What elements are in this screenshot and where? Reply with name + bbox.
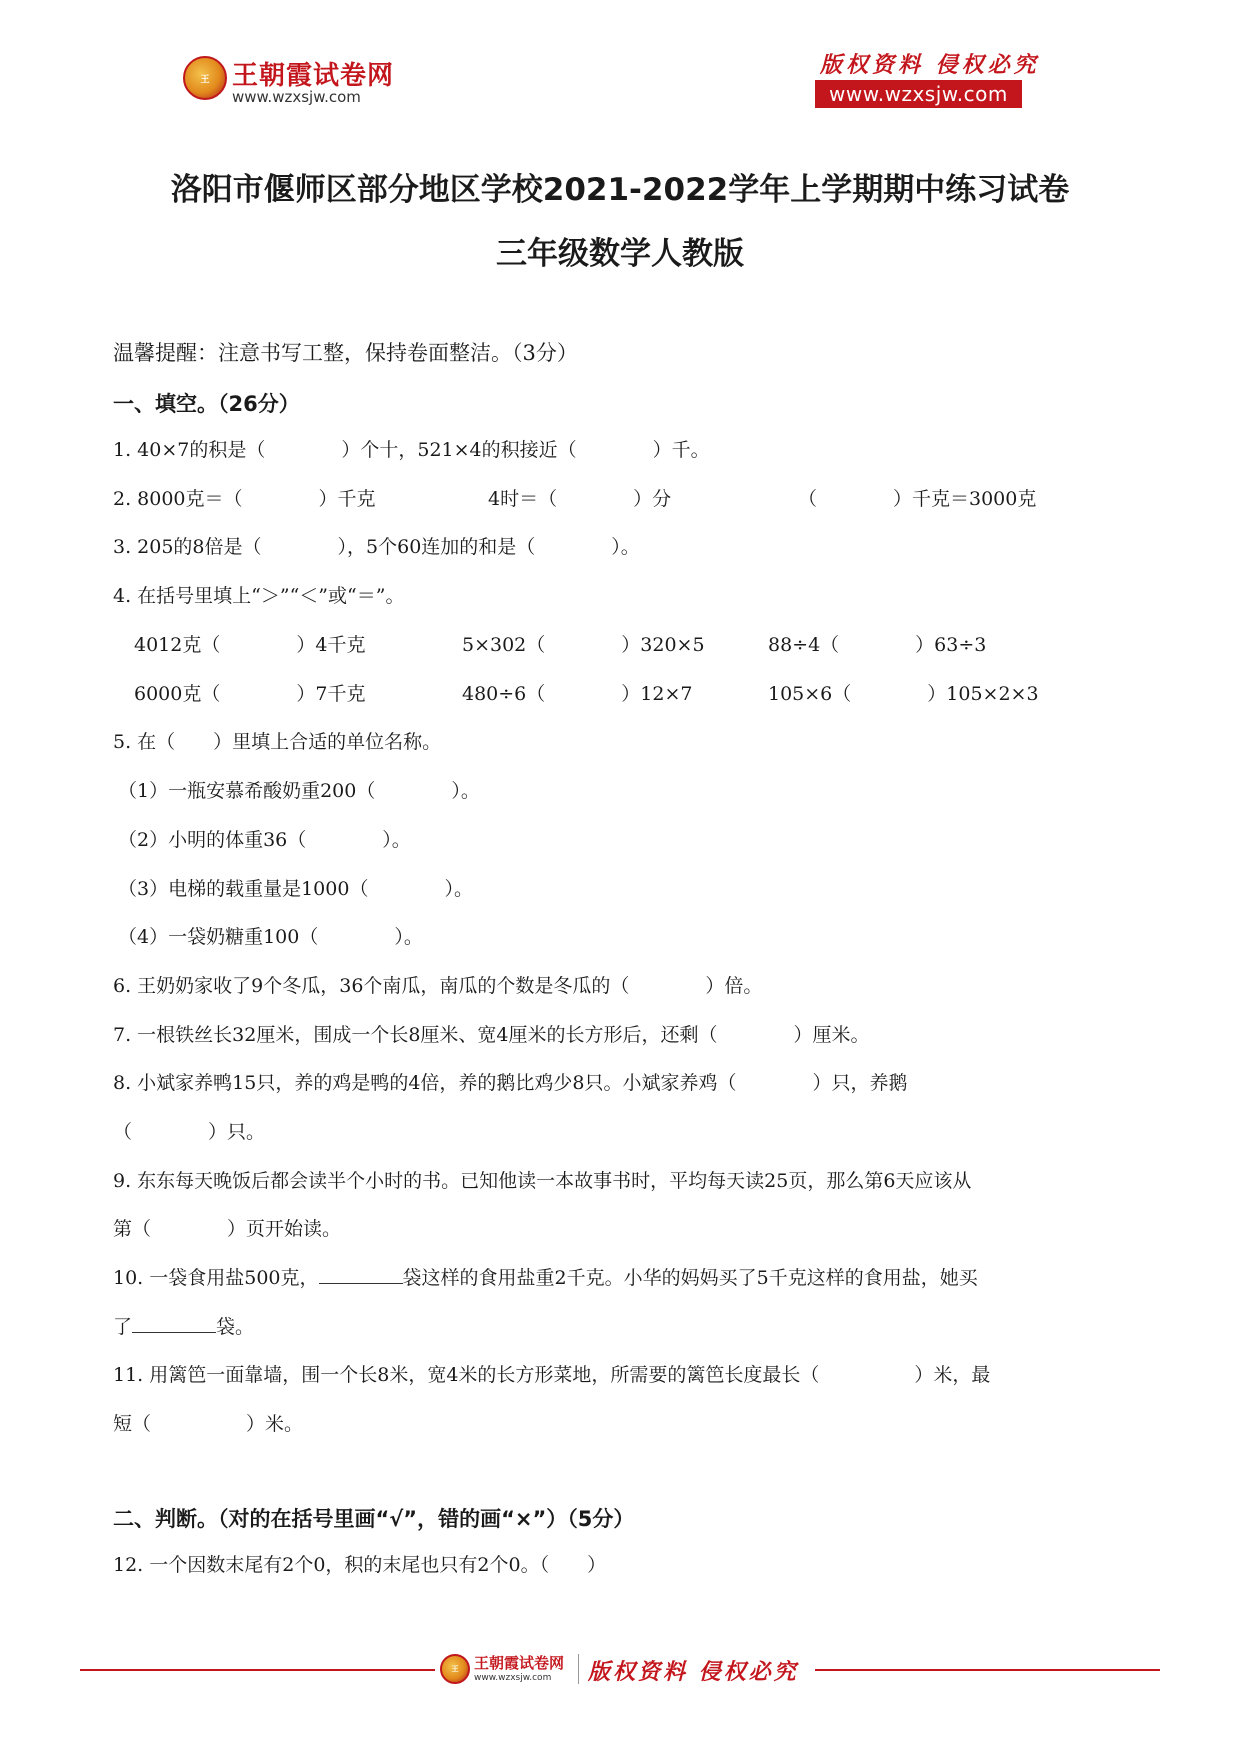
compare-item: 105×6（ ）105×2×3 — [768, 683, 1039, 705]
page-subtitle: 三年级数学人教版 — [496, 236, 744, 272]
compare-item: 88÷4（ ）63÷3 — [768, 634, 987, 656]
copyright-url: www.wzxsjw.com — [815, 80, 1022, 108]
question-2c: （ ）千克＝3000克 — [798, 488, 1037, 510]
question-9: 9. 东东每天晚饭后都会读半个小时的书。已知他读一本故事书时，平均每天读25页，那么第6天应该从 — [113, 1170, 972, 1192]
question-8: 8. 小斌家养鸭15只，养的鸡是鸭的4倍，养的鹅比鸡少8只。小斌家养鸡（ ）只，养鹅 — [113, 1072, 908, 1094]
question-11: 11. 用篱笆一面靠墙，围一个长8米，宽4米的长方形菜地，所需要的篱笆长度最长（ ）米，最 — [113, 1364, 991, 1386]
compare-item: 5×302（ ）320×5 — [462, 634, 705, 656]
question-5-item: （3）电梯的载重量是1000（ ）。 — [118, 878, 473, 900]
question-7: 7. 一根铁丝长32厘米，围成一个长8厘米、宽4厘米的长方形后，还剩（ ）厘米。 — [113, 1024, 870, 1046]
logo-badge-icon: 王 — [183, 56, 227, 100]
footer-logo-url: www.wzxsjw.com — [474, 1673, 552, 1683]
question-10-cont — [113, 1318, 254, 1337]
question-5: 5. 在（ ）里填上合适的单位名称。 — [113, 731, 442, 753]
question-5-item: （1）一瓶安慕希酸奶重200（ ）。 — [118, 780, 480, 802]
footer-logo-icon: 王 — [440, 1654, 470, 1684]
compare-item: 6000克（ ）7千克 — [134, 683, 366, 705]
question-2b: 4时＝（ ）分 — [488, 488, 672, 510]
section-1-heading: 一、填空。（26分） — [113, 392, 300, 416]
copyright-notice: 版权资料 侵权必究 — [820, 52, 1040, 78]
footer-rule-left — [80, 1669, 435, 1671]
question-10-text: 袋这样的食用盐重2千克。小华的妈妈买了5千克这样的食用盐，她买 — [402, 1267, 978, 1289]
question-12: 12. 一个因数末尾有2个0，积的末尾也只有2个0。（ ） — [113, 1554, 607, 1576]
question-3: 3. 205的8倍是（ ），5个60连加的和是（ ）。 — [113, 536, 640, 558]
question-10-text: 了 — [113, 1316, 133, 1338]
footer-rule-right — [815, 1669, 1160, 1671]
question-10 — [113, 1269, 978, 1288]
question-10-text: 10. 一袋食用盐500克， — [113, 1267, 319, 1289]
question-5-item: （4）一袋奶糖重100（ ）。 — [118, 926, 423, 948]
logo-name: 王朝霞试卷网 — [232, 61, 395, 91]
question-9-cont: 第（ ）页开始读。 — [113, 1218, 342, 1240]
reminder-text: 温馨提醒：注意书写工整，保持卷面整洁。（3分） — [113, 341, 578, 365]
compare-item: 4012克（ ）4千克 — [134, 634, 366, 656]
footer-copyright: 版权资料 侵权必究 — [588, 1659, 799, 1685]
section-2-heading: 二、判断。（对的在括号里画“√”，错的画“×”）（5分） — [113, 1507, 635, 1531]
question-4: 4. 在括号里填上“＞”“＜”或“＝”。 — [113, 585, 405, 607]
question-5-item: （2）小明的体重36（ ）。 — [118, 829, 411, 851]
page-title: 洛阳市偃师区部分地区学校2021-2022学年上学期期中练习试卷 — [170, 172, 1070, 208]
answer-blank — [319, 1283, 403, 1284]
answer-blank — [132, 1332, 216, 1333]
question-8-cont: （ ）只。 — [113, 1121, 266, 1143]
footer-logo-name: 王朝霞试卷网 — [474, 1654, 565, 1672]
compare-item: 480÷6（ ）12×7 — [462, 683, 693, 705]
logo-url: www.wzxsjw.com — [232, 88, 361, 106]
footer-separator — [578, 1654, 579, 1684]
question-10-text: 袋。 — [216, 1316, 255, 1338]
question-1: 1. 40×7的积是（ ）个十，521×4的积接近（ ）千。 — [113, 439, 710, 461]
question-2a: 2. 8000克＝（ ）千克 — [113, 488, 376, 510]
question-6: 6. 王奶奶家收了9个冬瓜，36个南瓜，南瓜的个数是冬瓜的（ ）倍。 — [113, 975, 763, 997]
question-11-cont: 短（ ）米。 — [113, 1413, 304, 1435]
